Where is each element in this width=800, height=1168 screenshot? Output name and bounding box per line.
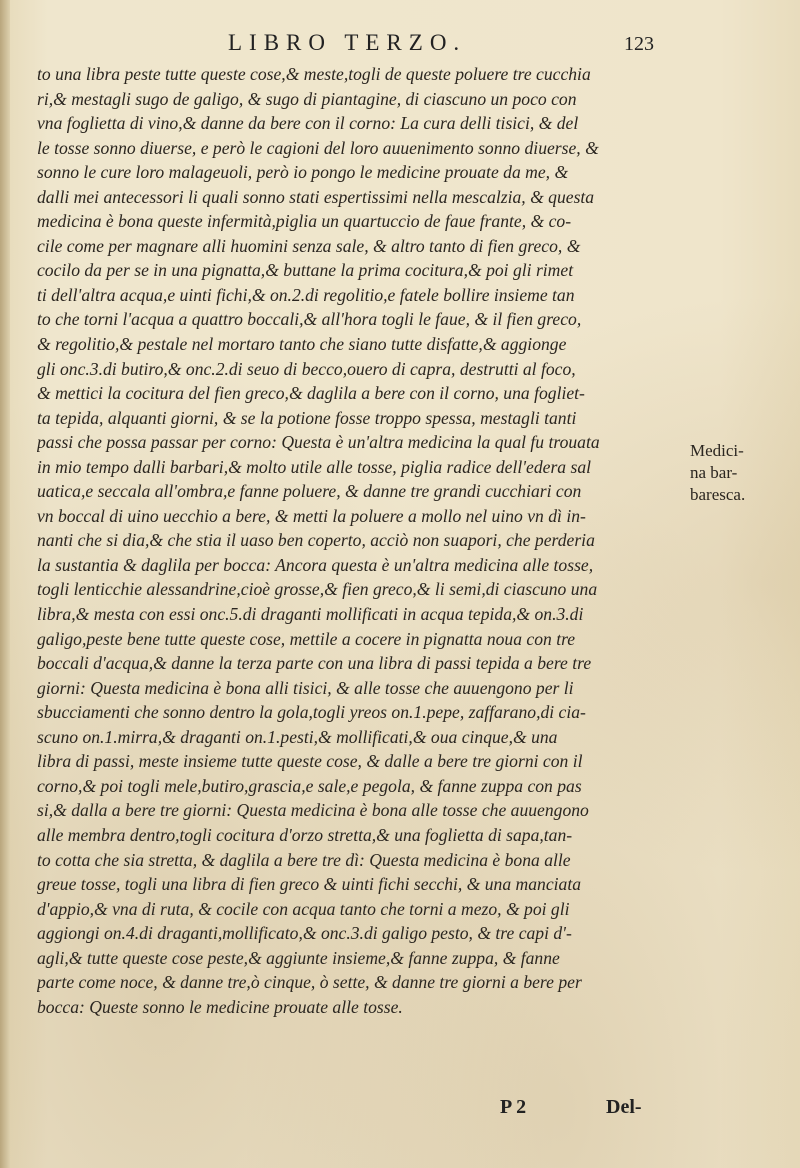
text-line: scuno on.1.mirra,& draganti on.1.pesti,& mollificati,& oua cinque,& una <box>37 726 558 747</box>
text-line: & regolitio,& pestale nel mortaro tanto che siano tutte disfatte,& aggionge <box>37 334 567 355</box>
marginal-note-line: Medici- <box>690 441 744 460</box>
marginal-note-line: baresca. <box>690 485 746 504</box>
marginal-note-line: na bar- <box>690 463 738 482</box>
running-head: LIBRO TERZO. <box>228 30 467 55</box>
text-line: agli,& tutte queste cose peste,& aggiunte insieme,& fanne zuppa, & fanne <box>37 947 560 968</box>
text-line: passi che possa passar per corno: Questa è un'altra medicina la qual fu trouata <box>37 432 600 453</box>
text-line: aggiongi on.4.di draganti,mollificato,& onc.3.di galigo pesto, & tre capi d'- <box>37 923 572 944</box>
text-line: boccali d'acqua,& danne la terza parte con una libra di passi tepida a bere tre <box>37 653 592 674</box>
text-line: to che torni l'acqua a quattro boccali,& all'hora togli le faue, & il fien greco, <box>37 309 582 330</box>
text-line: togli lenticchie alessandrine,cioè grosse,& fien greco,& li semi,di ciascuno una <box>37 579 598 600</box>
text-line: ti dell'altra acqua,e uinti fichi,& on.2.di regolitio,e fatele bollire insieme tan <box>37 284 575 305</box>
text-line: galigo,peste bene tutte queste cose, mettile a cocere in pignatta noua con tre <box>37 628 576 649</box>
page-gutter-shadow <box>0 0 10 1168</box>
text-line: le tosse sonno diuerse, e però le cagioni del loro auuenimento sonno diuerse, & <box>37 137 599 158</box>
text-line: corno,& poi togli mele,butiro,grascia,e sale,e pegola, & fanne zuppa con pas <box>37 775 582 796</box>
text-line: to una libra peste tutte queste cose,& meste,togli de queste poluere tre cucchia <box>37 64 591 84</box>
text-line: sbucciamenti che sonno dentro la gola,togli yreos on.1.pepe, zaffarano,di cia- <box>37 702 586 723</box>
text-line: giorni: Questa medicina è bona alli tisici, & alle tosse che auuengono per li <box>37 677 574 698</box>
catchword: Del- <box>606 1096 642 1118</box>
body-text <box>37 62 687 1019</box>
text-line: uatica,e seccala all'ombra,e fanne poluere, & danne tre grandi cucchiari con <box>37 481 582 502</box>
text-line: ri,& mestagli sugo de galigo, & sugo di piantagine, di ciascuno un poco con <box>37 88 577 109</box>
text-line: libra di passi, meste insieme tutte queste cose, & dalle a bere tre giorni con il <box>37 751 583 772</box>
text-line: d'appio,& vna di ruta, & cocile con acqua tanto che torni a mezo, & poi gli <box>37 898 570 919</box>
signature-mark: P 2 <box>500 1096 527 1118</box>
text-line: la sustantia & daglila per bocca: Ancora questa è un'altra medicina alle tosse, <box>37 554 594 575</box>
text-line: alle membra dentro,togli cocitura d'orzo stretta,& una foglietta di sapa,tan- <box>37 824 573 845</box>
text-line: dalli mei antecessori li quali sonno stati espertissimi nella mescalzia, & questa <box>37 186 595 207</box>
text-line: si,& dalla a bere tre giorni: Questa medicina è bona alle tosse che auuengono <box>37 800 589 821</box>
text-line: & mettici la cocitura del fien greco,& daglila a bere con il corno, una fogliet- <box>37 383 585 404</box>
text-line: nanti che si dia,& che stia il uaso ben coperto, acciò non suapori, che perderia <box>37 530 595 551</box>
text-line: medicina è bona queste infermità,piglia un quartuccio de faue frante, & co- <box>37 211 572 232</box>
text-line: parte come noce, & danne tre,ò cinque, ò sette, & danne tre giorni a bere per <box>37 972 582 993</box>
text-line: to cotta che sia stretta, & daglila a bere tre dì: Questa medicina è bona alle <box>37 849 571 870</box>
text-line: libra,& mesta con essi onc.5.di draganti mollificati in acqua tepida,& on.3.di <box>37 604 584 625</box>
page-number: 123 <box>624 33 654 55</box>
text-line: greue tosse, togli una libra di fien greco & uinti fichi secchi, & una manciata <box>37 874 582 895</box>
marginal-note <box>690 440 780 506</box>
text-line: sonno le cure loro malageuoli, però io pongo le medicine prouate da me, & <box>37 162 569 183</box>
text-line: ta tepida, alquanti giorni, & se la potione fosse troppo spessa, mestagli tanti <box>37 407 577 428</box>
text-line: cocilo da per se in una pignatta,& buttane la prima cocitura,& poi gli rimet <box>37 260 574 281</box>
text-line: vna foglietta di vino,& danne da bere con il corno: La cura delli tisici, & del <box>37 113 579 134</box>
text-line: cile come per magnare alli huomini senza sale, & altro tanto di fien greco, & <box>37 235 581 256</box>
text-line: in mio tempo dalli barbari,& molto utile alle tosse, piglia radice dell'edera sal <box>37 456 592 477</box>
text-line: bocca: Queste sonno le medicine prouate alle tosse. <box>37 996 403 1017</box>
text-line: vn boccal di uino uecchio a bere, & metti la poluere a mollo nel uino vn dì in- <box>37 505 586 526</box>
text-line: gli onc.3.di butiro,& onc.2.di seuo di becco,ouero di capra, destrutti al foco, <box>37 358 576 379</box>
